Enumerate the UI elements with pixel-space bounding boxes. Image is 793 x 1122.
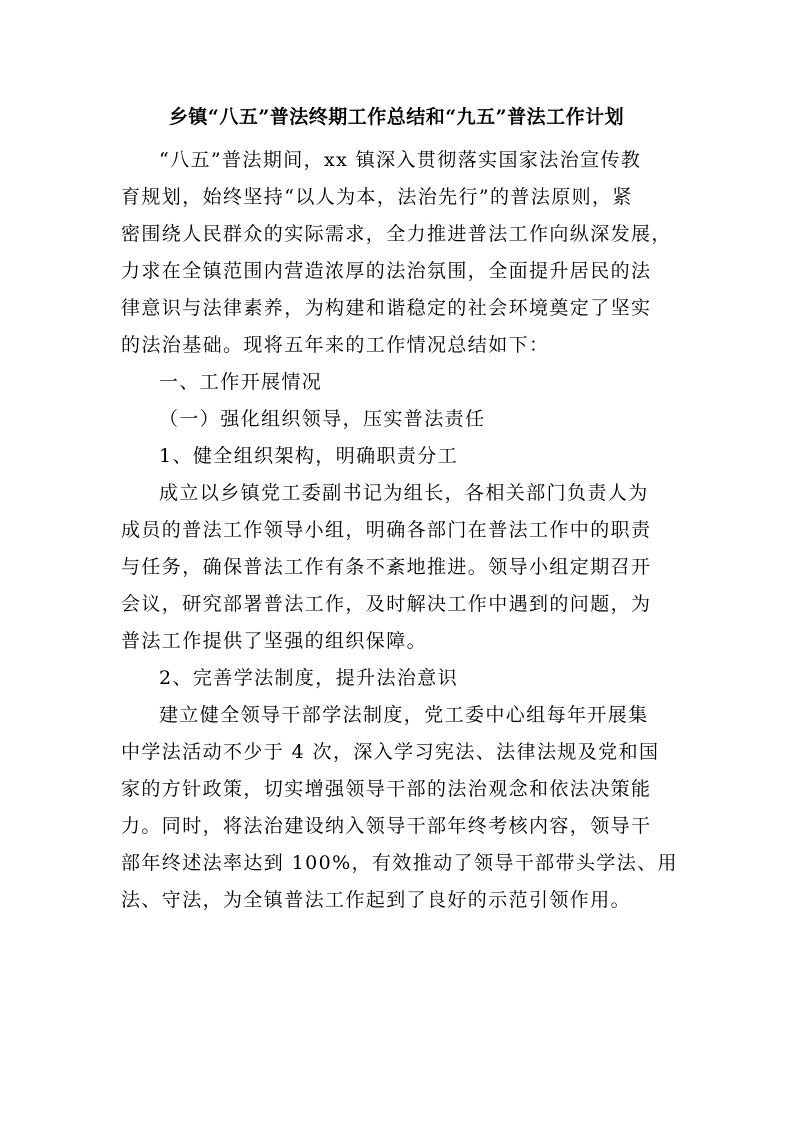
text-line: 家的方针政策，切实增强领导干部的法治观念和依法决策能: [121, 778, 652, 800]
text-line: 法、守法，为全镇普法工作起到了良好的示范引领作用。: [121, 889, 632, 911]
text-line: 普法工作提供了坚强的组织保障。: [121, 630, 428, 652]
text-line: 力。同时，将法治建设纳入领导干部年终考核内容，领导干: [121, 815, 652, 837]
text-line: 建立健全领导干部学法制度，党工委中心组每年开展集: [159, 704, 649, 726]
item-heading-1: [121, 438, 681, 475]
text-line: 2、完善学法制度，提升法治意识: [159, 667, 459, 689]
section-heading: [121, 364, 681, 401]
subsection-heading: [121, 401, 681, 438]
text-line: 1、健全组织架构，明确职责分工: [159, 445, 459, 467]
document-title: 乡镇“八五”普法终期工作总结和“九五”普法工作计划: [168, 106, 625, 128]
item-heading-2: [121, 660, 681, 697]
text-line: “八五”普法期间，xx 镇深入贯彻落实国家法治宣传教: [159, 149, 642, 171]
text-line: 与任务，确保普法工作有条不紊地推进。领导小组定期召开: [121, 556, 652, 578]
text-line: 成立以乡镇党工委副书记为组长，各相关部门负责人为: [159, 482, 649, 504]
document-body: [121, 142, 681, 919]
text-line: 会议，研究部署普法工作，及时解决工作中遇到的问题，为: [121, 593, 652, 615]
text-line: 中学法活动不少于 4 次，深入学习宪法、法律法规及党和国: [121, 741, 660, 763]
text-line: 的法治基础。现将五年来的工作情况总结如下：: [121, 334, 550, 356]
paragraph-organization: [121, 475, 681, 660]
paragraph-intro: [121, 142, 681, 364]
text-line: 成员的普法工作领导小组，明确各部门在普法工作中的职责: [121, 519, 652, 541]
text-line: 密围绕人民群众的实际需求，全力推进普法工作向纵深发展，: [121, 223, 672, 245]
paragraph-study-system: [121, 697, 681, 919]
text-line: （一）强化组织领导，压实普法责任: [159, 408, 486, 430]
text-line: 律意识与法律素养，为构建和谐稳定的社会环境奠定了坚实: [121, 297, 652, 319]
text-line: 力求在全镇范围内营造浓厚的法治氛围，全面提升居民的法: [121, 260, 652, 282]
text-line: 部年终述法率达到 100%，有效推动了领导干部带头学法、用: [121, 852, 678, 874]
text-line: 育规划，始终坚持“以人为本，法治先行”的普法原则，紧: [121, 186, 633, 208]
text-line: 一、工作开展情况: [159, 371, 323, 393]
